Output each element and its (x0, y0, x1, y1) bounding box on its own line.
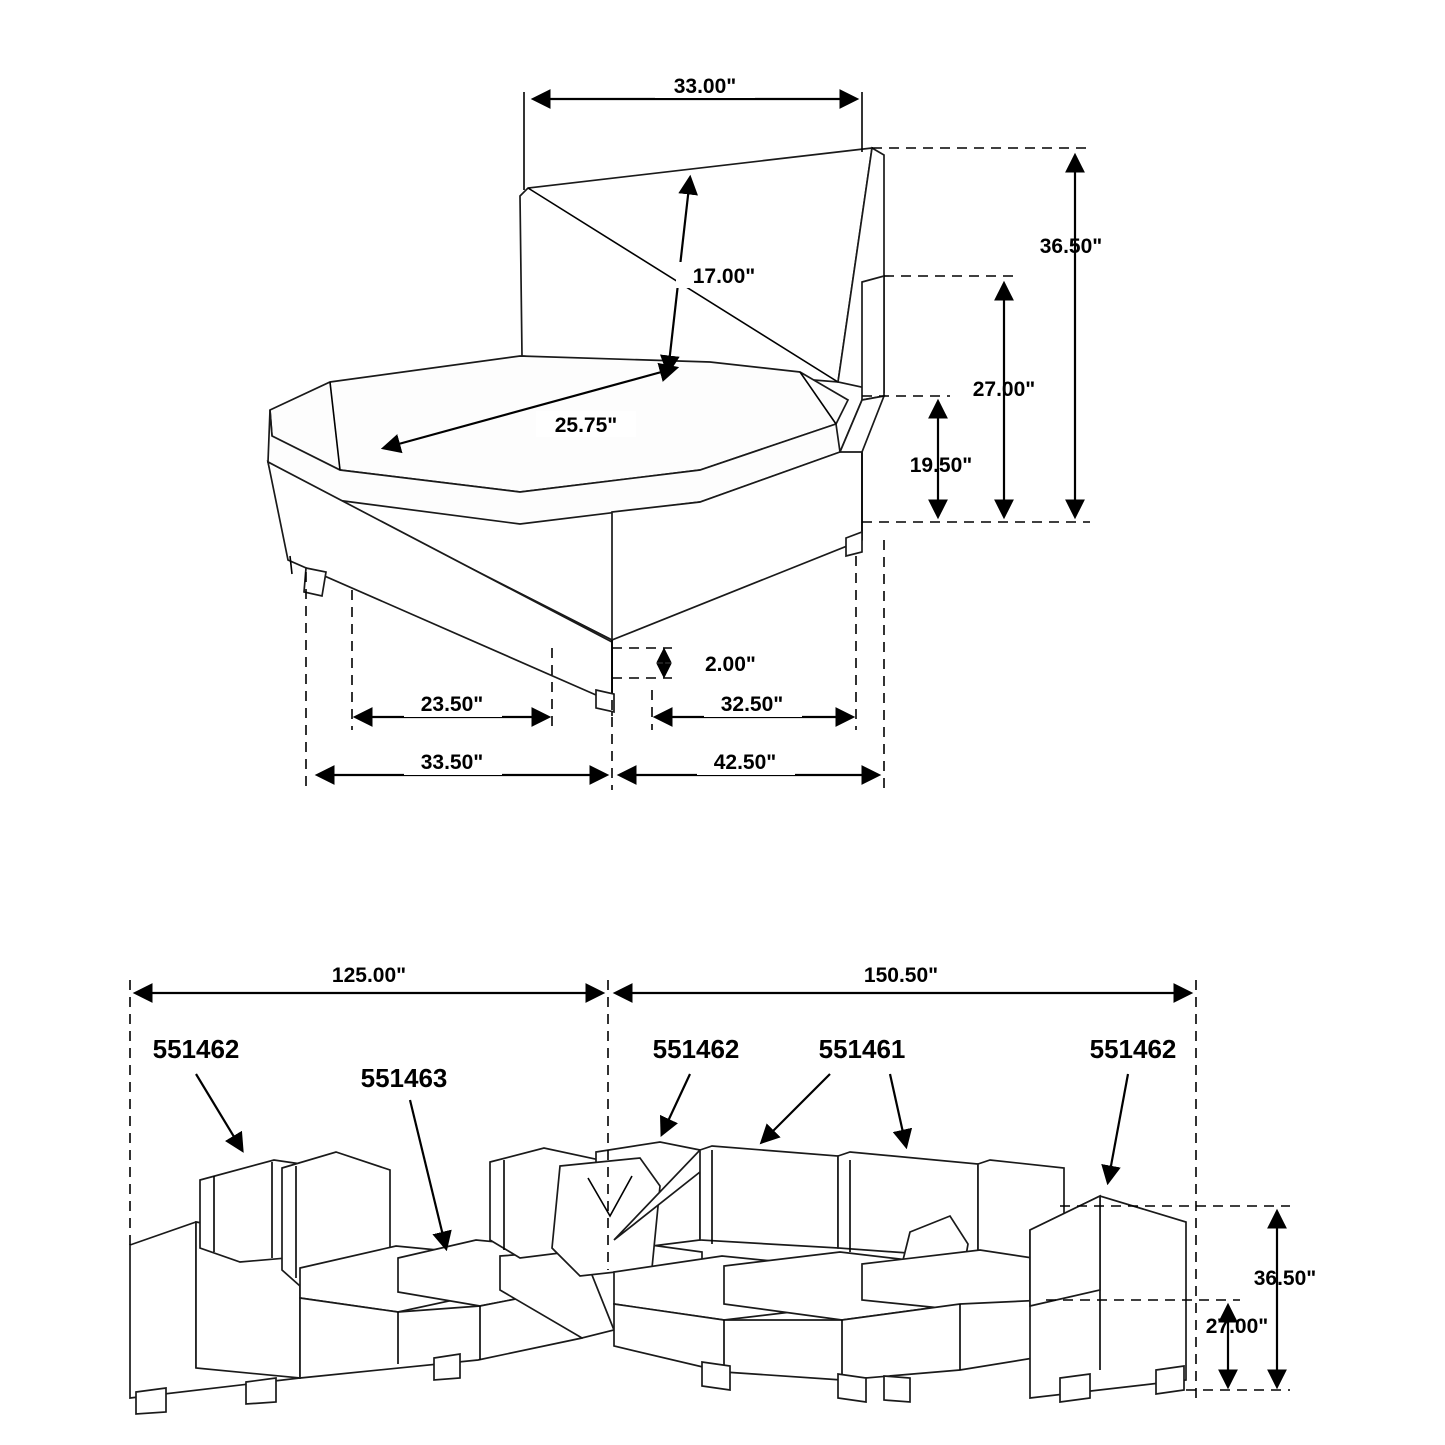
dim-overall-height: 36.50" (1039, 235, 1103, 258)
dim-assembly-overall-height: 36.50" (1253, 1267, 1317, 1290)
callout-551462-left: 551462 (152, 1034, 240, 1064)
dim-seat-height: 19.50" (909, 454, 973, 477)
dim-seat-depth: 25.75" (554, 414, 618, 437)
dim-seat-depth-left: 23.50" (420, 693, 484, 716)
callout-551462-corner: 551462 (652, 1034, 740, 1064)
dim-assembly-back-height: 27.00" (1205, 1315, 1269, 1338)
part-callout-labels (153, 1034, 1177, 1093)
dim-back-height: 27.00" (972, 378, 1036, 401)
dim-overall-depth-right: 42.50" (713, 751, 777, 774)
dim-right-section-width: 150.50" (863, 964, 939, 987)
callout-551461: 551461 (818, 1034, 906, 1064)
dim-seat-width-top: 33.00" (673, 75, 737, 98)
dim-left-section-width: 125.00" (331, 964, 407, 987)
sectional-illustration (130, 1142, 1186, 1414)
dim-leg-height: 2.00" (705, 653, 756, 676)
dim-back-cushion-height: 17.00" (692, 265, 756, 288)
dim-seat-depth-right: 32.50" (720, 693, 784, 716)
dim-overall-depth-left: 33.50" (420, 751, 484, 774)
callout-551462-right: 551462 (1089, 1034, 1177, 1064)
callout-551463: 551463 (360, 1063, 448, 1093)
